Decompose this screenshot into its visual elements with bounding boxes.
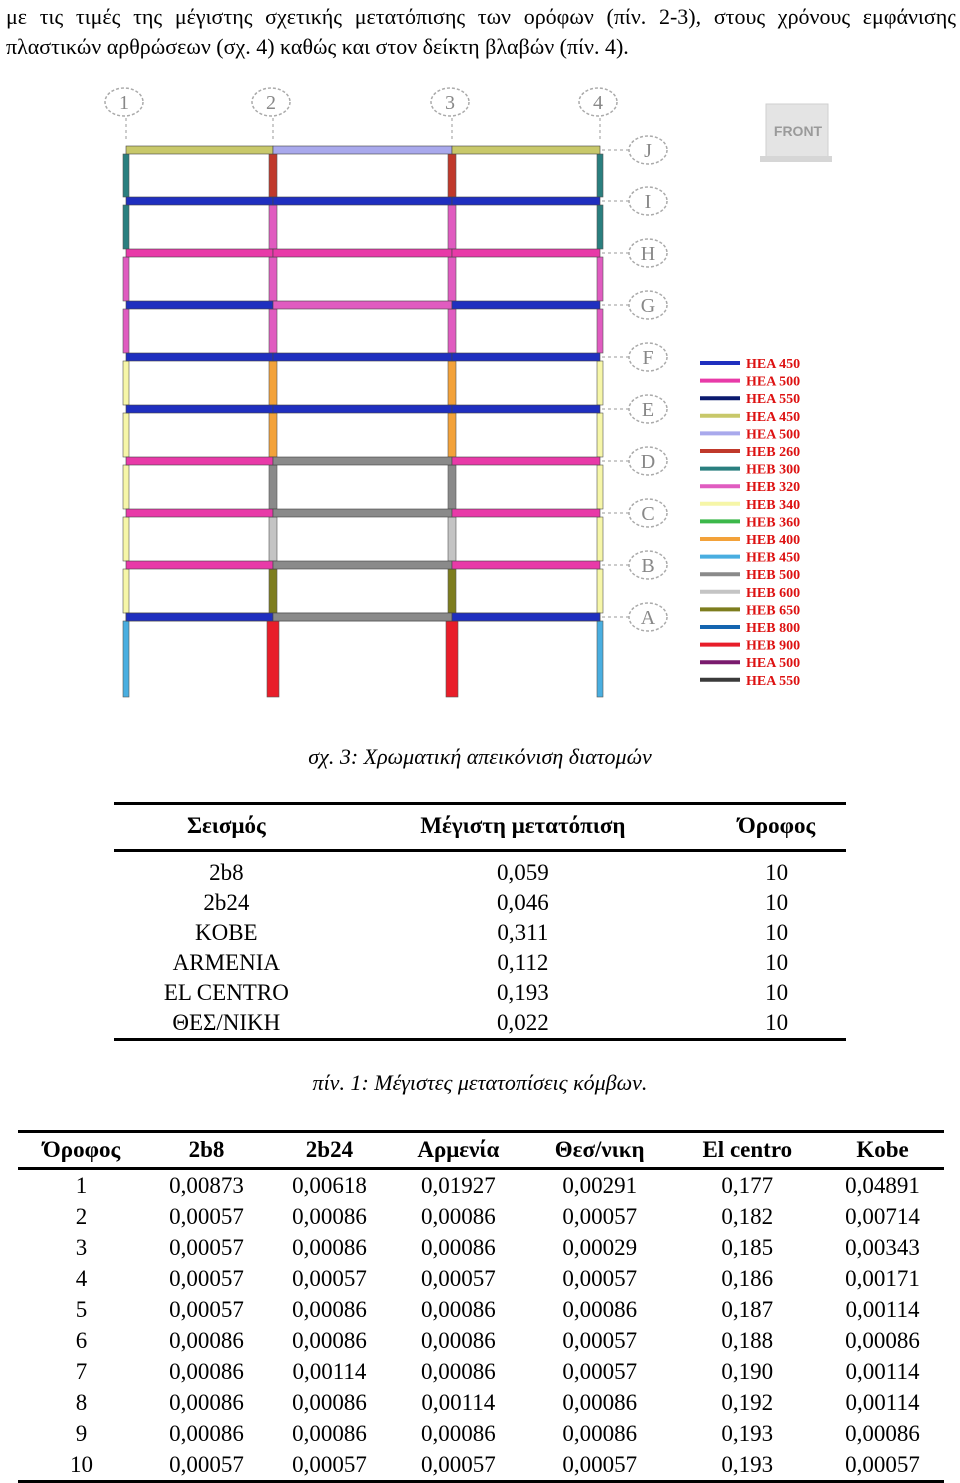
t2-header-4: Θεσ/νικη — [526, 1132, 674, 1169]
column-member — [123, 154, 129, 197]
frame-elevation-figure — [0, 80, 960, 710]
t2-cell: 0,00114 — [845, 1297, 920, 1322]
t2-cell: 0,00086 — [292, 1328, 367, 1353]
column-member — [269, 465, 277, 509]
column-member — [269, 361, 277, 405]
t2-cell: 0,187 — [721, 1297, 774, 1322]
column-member — [597, 205, 603, 249]
t2-cell: 0,00086 — [292, 1235, 367, 1260]
column-member — [597, 517, 603, 561]
column-member — [123, 517, 129, 561]
t2-cell: 0,00114 — [845, 1390, 920, 1415]
figure-caption: σχ. 3: Χρωματική απεικόνιση διατομών — [308, 744, 652, 769]
front-label: FRONT — [773, 123, 823, 139]
beam-member — [126, 613, 273, 621]
t1-cell: 10 — [765, 950, 789, 975]
t2-cell: 0,00618 — [292, 1173, 367, 1198]
t2-cell: 0,00086 — [845, 1328, 920, 1353]
t2-cell: 0,188 — [721, 1328, 774, 1353]
t2-cell: 6 — [75, 1328, 88, 1353]
beam-member — [126, 249, 273, 257]
t2-cell: 0,00086 — [420, 1328, 496, 1353]
beam-member — [452, 197, 600, 205]
column-member — [597, 413, 603, 457]
table-row — [18, 1294, 944, 1325]
intro-paragraph — [6, 2, 956, 62]
column-member — [448, 205, 456, 249]
t2-cell: 0,00086 — [562, 1297, 638, 1322]
column-member — [446, 621, 458, 697]
t2-cell: 0,00057 — [268, 1449, 391, 1482]
table-row — [114, 1008, 846, 1040]
t2-cell: 0,192 — [721, 1390, 774, 1415]
beam-member — [273, 405, 452, 413]
table-row — [18, 1387, 944, 1418]
column-member — [597, 257, 603, 301]
t1-cell: 10 — [707, 1008, 846, 1040]
legend-label: HEB 650 — [746, 603, 801, 619]
legend-label: HEA 550 — [746, 392, 801, 408]
t2-cell: 0,190 — [721, 1359, 774, 1384]
t2-cell: 0,00086 — [420, 1421, 496, 1446]
t2-cell: 0,00057 — [145, 1449, 268, 1482]
column-member — [597, 465, 603, 509]
t2-cell: 0,00057 — [169, 1204, 244, 1229]
legend-label: HEB 600 — [746, 585, 801, 601]
max-displacement-table — [114, 802, 846, 1041]
column-member — [267, 621, 279, 697]
table-row — [114, 918, 846, 948]
t1-cell: 0,022 — [339, 1008, 708, 1040]
t2-header-2: 2b24 — [268, 1132, 391, 1169]
t2-cell: 0,00114 — [292, 1359, 367, 1384]
t2-cell: 0,185 — [721, 1235, 774, 1260]
column-member — [448, 569, 456, 613]
t2-cell: 0,00086 — [420, 1204, 496, 1229]
column-member — [123, 309, 129, 353]
t2-cell: 0,00086 — [562, 1421, 638, 1446]
column-member — [597, 154, 603, 197]
beam-member — [452, 353, 600, 361]
t1-header-0: Σεισμός — [114, 804, 339, 851]
column-axis-label: 1 — [119, 92, 129, 114]
legend-label: HEA 500 — [746, 374, 801, 390]
t2-cell: 0,186 — [721, 1266, 774, 1291]
column-member — [123, 413, 129, 457]
t1-cell: 10 — [765, 920, 789, 945]
beam-member — [452, 509, 600, 517]
beam-member — [126, 509, 273, 517]
interstory-drift-table — [18, 1130, 944, 1483]
column-member — [123, 465, 129, 509]
t2-header-0: Όροφος — [18, 1132, 145, 1169]
table-row — [18, 1232, 944, 1263]
t2-cell: 0,00057 — [169, 1266, 244, 1291]
row-axis-label: B — [641, 555, 655, 577]
table-row — [18, 1263, 944, 1294]
row-axis-label: H — [640, 243, 656, 265]
beam-member — [452, 249, 600, 257]
table-row — [114, 948, 846, 978]
column-member — [123, 569, 129, 613]
beam-member — [452, 561, 600, 569]
t2-cell: 0,00057 — [169, 1297, 244, 1322]
column-member — [269, 517, 277, 561]
beam-member — [452, 301, 600, 309]
t2-cell: 0,00057 — [562, 1204, 638, 1229]
column-axis-label: 4 — [593, 92, 603, 114]
t2-cell: 7 — [75, 1359, 88, 1384]
t2-cell: 0,00114 — [845, 1359, 920, 1384]
t2-cell: 0,00714 — [845, 1204, 920, 1229]
table-row — [114, 888, 846, 918]
legend-label: HEA 450 — [746, 409, 801, 425]
t2-cell: 0,193 — [721, 1421, 774, 1446]
row-axis-label: A — [640, 607, 656, 629]
t2-header-1: 2b8 — [145, 1132, 268, 1169]
t2-cell: 0,00057 — [420, 1266, 496, 1291]
legend-label: HEA 550 — [746, 673, 801, 689]
t1-cell: 0,311 — [497, 920, 549, 945]
t2-header-6: Kobe — [821, 1132, 944, 1169]
beam-member — [273, 197, 452, 205]
column-axis-label: 2 — [266, 92, 276, 114]
beam-member — [273, 509, 452, 517]
t1-cell: 0,059 — [497, 860, 549, 885]
column-member — [597, 361, 603, 405]
t2-cell: 0,00057 — [821, 1449, 944, 1482]
legend-label: HEA 450 — [746, 357, 801, 372]
t2-cell: 0,00086 — [169, 1390, 244, 1415]
t1-cell: 2b8 — [209, 860, 244, 885]
row-axis-label: J — [644, 140, 652, 162]
t2-cell: 3 — [75, 1235, 88, 1260]
beam-member — [126, 561, 273, 569]
beam-member — [126, 353, 273, 361]
t2-cell: 0,00291 — [562, 1173, 638, 1198]
row-axis-label: I — [644, 191, 652, 213]
beam-member — [126, 146, 273, 154]
column-member — [448, 309, 456, 353]
legend-label: HEB 500 — [746, 568, 801, 584]
t2-cell: 0,00171 — [845, 1266, 920, 1291]
legend-label: HEA 500 — [746, 427, 801, 443]
t2-cell: 5 — [75, 1297, 88, 1322]
beam-member — [273, 457, 452, 465]
row-axis-label: C — [641, 503, 655, 525]
row-axis-label: E — [641, 399, 655, 421]
t2-cell: 0,00057 — [169, 1235, 244, 1260]
legend-label: HEB 300 — [746, 462, 801, 478]
column-member — [269, 569, 277, 613]
row-axis-label: G — [640, 295, 656, 317]
beam-member — [452, 146, 600, 154]
front-cube-base — [760, 156, 832, 162]
column-member — [123, 257, 129, 301]
t2-cell: 8 — [75, 1390, 88, 1415]
beam-member — [273, 146, 452, 154]
t2-cell: 0,00343 — [845, 1235, 920, 1260]
legend-label: HEB 900 — [746, 638, 801, 654]
beam-member — [273, 301, 452, 309]
t1-cell: ΘΕΣ/ΝΙΚΗ — [114, 1008, 339, 1040]
t2-cell: 0,00057 — [562, 1359, 638, 1384]
legend-label: HEB 800 — [746, 621, 801, 636]
beam-member — [126, 197, 273, 205]
column-member — [448, 154, 456, 197]
t1-cell: ARMENIA — [172, 950, 280, 975]
t2-cell: 0,00086 — [845, 1421, 920, 1446]
column-member — [269, 154, 277, 197]
t2-cell: 9 — [75, 1421, 88, 1446]
legend-label: HEB 450 — [746, 550, 801, 566]
legend-label: HEB 360 — [746, 515, 801, 531]
beam-member — [452, 405, 600, 413]
column-member — [448, 257, 456, 301]
t2-cell: 0,00057 — [562, 1266, 638, 1291]
t2-cell: 0,00086 — [169, 1359, 244, 1384]
column-member — [123, 361, 129, 405]
beam-member — [126, 301, 273, 309]
column-member — [448, 413, 456, 457]
table-row — [18, 1449, 944, 1482]
t2-cell: 0,193 — [674, 1449, 821, 1482]
table-row — [18, 1169, 944, 1202]
legend-label: HEB 260 — [746, 445, 801, 460]
t1-cell: EL CENTRO — [163, 980, 289, 1005]
table-row — [114, 978, 846, 1008]
column-member — [123, 205, 129, 249]
t1-cell: 10 — [765, 860, 789, 885]
legend-label: HEB 320 — [746, 480, 801, 496]
t1-cell: 10 — [765, 980, 789, 1005]
t1-cell: 0,193 — [497, 980, 549, 1005]
table1-caption: πίν. 1: Μέγιστες μετατοπίσεις κόμβων. — [312, 1070, 648, 1095]
column-member — [269, 257, 277, 301]
t2-cell: 2 — [75, 1204, 88, 1229]
t2-cell: 0,00057 — [526, 1449, 674, 1482]
legend-label: HEB 400 — [746, 533, 801, 548]
legend-label: HEB 340 — [746, 497, 801, 513]
t2-cell: 0,00873 — [169, 1173, 244, 1198]
t2-cell: 0,00086 — [420, 1297, 496, 1322]
beam-member — [452, 457, 600, 465]
t1-cell: 2b24 — [203, 890, 250, 915]
column-member — [269, 205, 277, 249]
beam-member — [126, 405, 273, 413]
t2-cell: 0,00086 — [292, 1421, 367, 1446]
column-member — [123, 621, 129, 697]
beam-member — [273, 613, 452, 621]
t2-cell: 0,00057 — [391, 1449, 526, 1482]
t2-cell: 0,00114 — [421, 1390, 496, 1415]
table-row — [114, 851, 846, 889]
beam-member — [126, 457, 273, 465]
t1-cell: KOBE — [195, 920, 258, 945]
t2-header-3: Αρμενία — [391, 1132, 526, 1169]
t2-cell: 4 — [75, 1266, 88, 1291]
column-member — [448, 465, 456, 509]
row-axis-label: D — [640, 451, 656, 473]
t2-cell: 0,00086 — [169, 1421, 244, 1446]
t2-cell: 0,00086 — [169, 1328, 244, 1353]
column-member — [597, 569, 603, 613]
table-row — [18, 1325, 944, 1356]
intro-text: με τις τιμές της μέγιστης σχετικής μετατόπισης των ορόφων (πίν. 2-3), στους χρόνους εμφάνισης πλαστικών αρθρώσεων (σχ. 4) καθώς και στον δείκτη βλαβών (πίν. 4). — [6, 4, 956, 59]
row-axis-label: F — [642, 347, 654, 369]
column-member — [269, 309, 277, 353]
t2-cell: 0,182 — [721, 1204, 774, 1229]
table-row — [18, 1356, 944, 1387]
beam-member — [273, 561, 452, 569]
legend-label: HEA 500 — [746, 656, 801, 672]
t1-cell: 10 — [765, 890, 789, 915]
beam-member — [273, 353, 452, 361]
t1-header-1: Μέγιστη μετατόπιση — [339, 804, 708, 851]
t2-cell: 0,00086 — [420, 1359, 496, 1384]
t2-cell: 1 — [75, 1173, 88, 1198]
t2-cell: 10 — [18, 1449, 145, 1482]
t2-cell: 0,00086 — [292, 1390, 367, 1415]
table-row — [18, 1418, 944, 1449]
t2-cell: 0,177 — [721, 1173, 774, 1198]
column-member — [448, 517, 456, 561]
column-member — [448, 361, 456, 405]
column-axis-label: 3 — [445, 92, 455, 114]
t1-cell: 0,112 — [497, 950, 549, 975]
table-row — [18, 1201, 944, 1232]
t2-header-5: El centro — [674, 1132, 821, 1169]
t2-cell: 0,00086 — [562, 1390, 638, 1415]
column-member — [597, 621, 603, 697]
t2-cell: 0,04891 — [845, 1173, 920, 1198]
column-member — [269, 413, 277, 457]
column-member — [597, 309, 603, 353]
t2-cell: 0,00086 — [292, 1204, 367, 1229]
t1-header-2: Όροφος — [707, 804, 846, 851]
t2-cell: 0,00029 — [562, 1235, 638, 1260]
front-view-icon — [760, 104, 832, 162]
t2-cell: 0,00057 — [562, 1328, 638, 1353]
beam-member — [452, 613, 600, 621]
beam-member — [273, 249, 452, 257]
t2-cell: 0,01927 — [420, 1173, 496, 1198]
t2-cell: 0,00086 — [292, 1297, 367, 1322]
t1-cell: 0,046 — [497, 890, 549, 915]
t2-cell: 0,00057 — [292, 1266, 367, 1291]
t2-cell: 0,00086 — [420, 1235, 496, 1260]
